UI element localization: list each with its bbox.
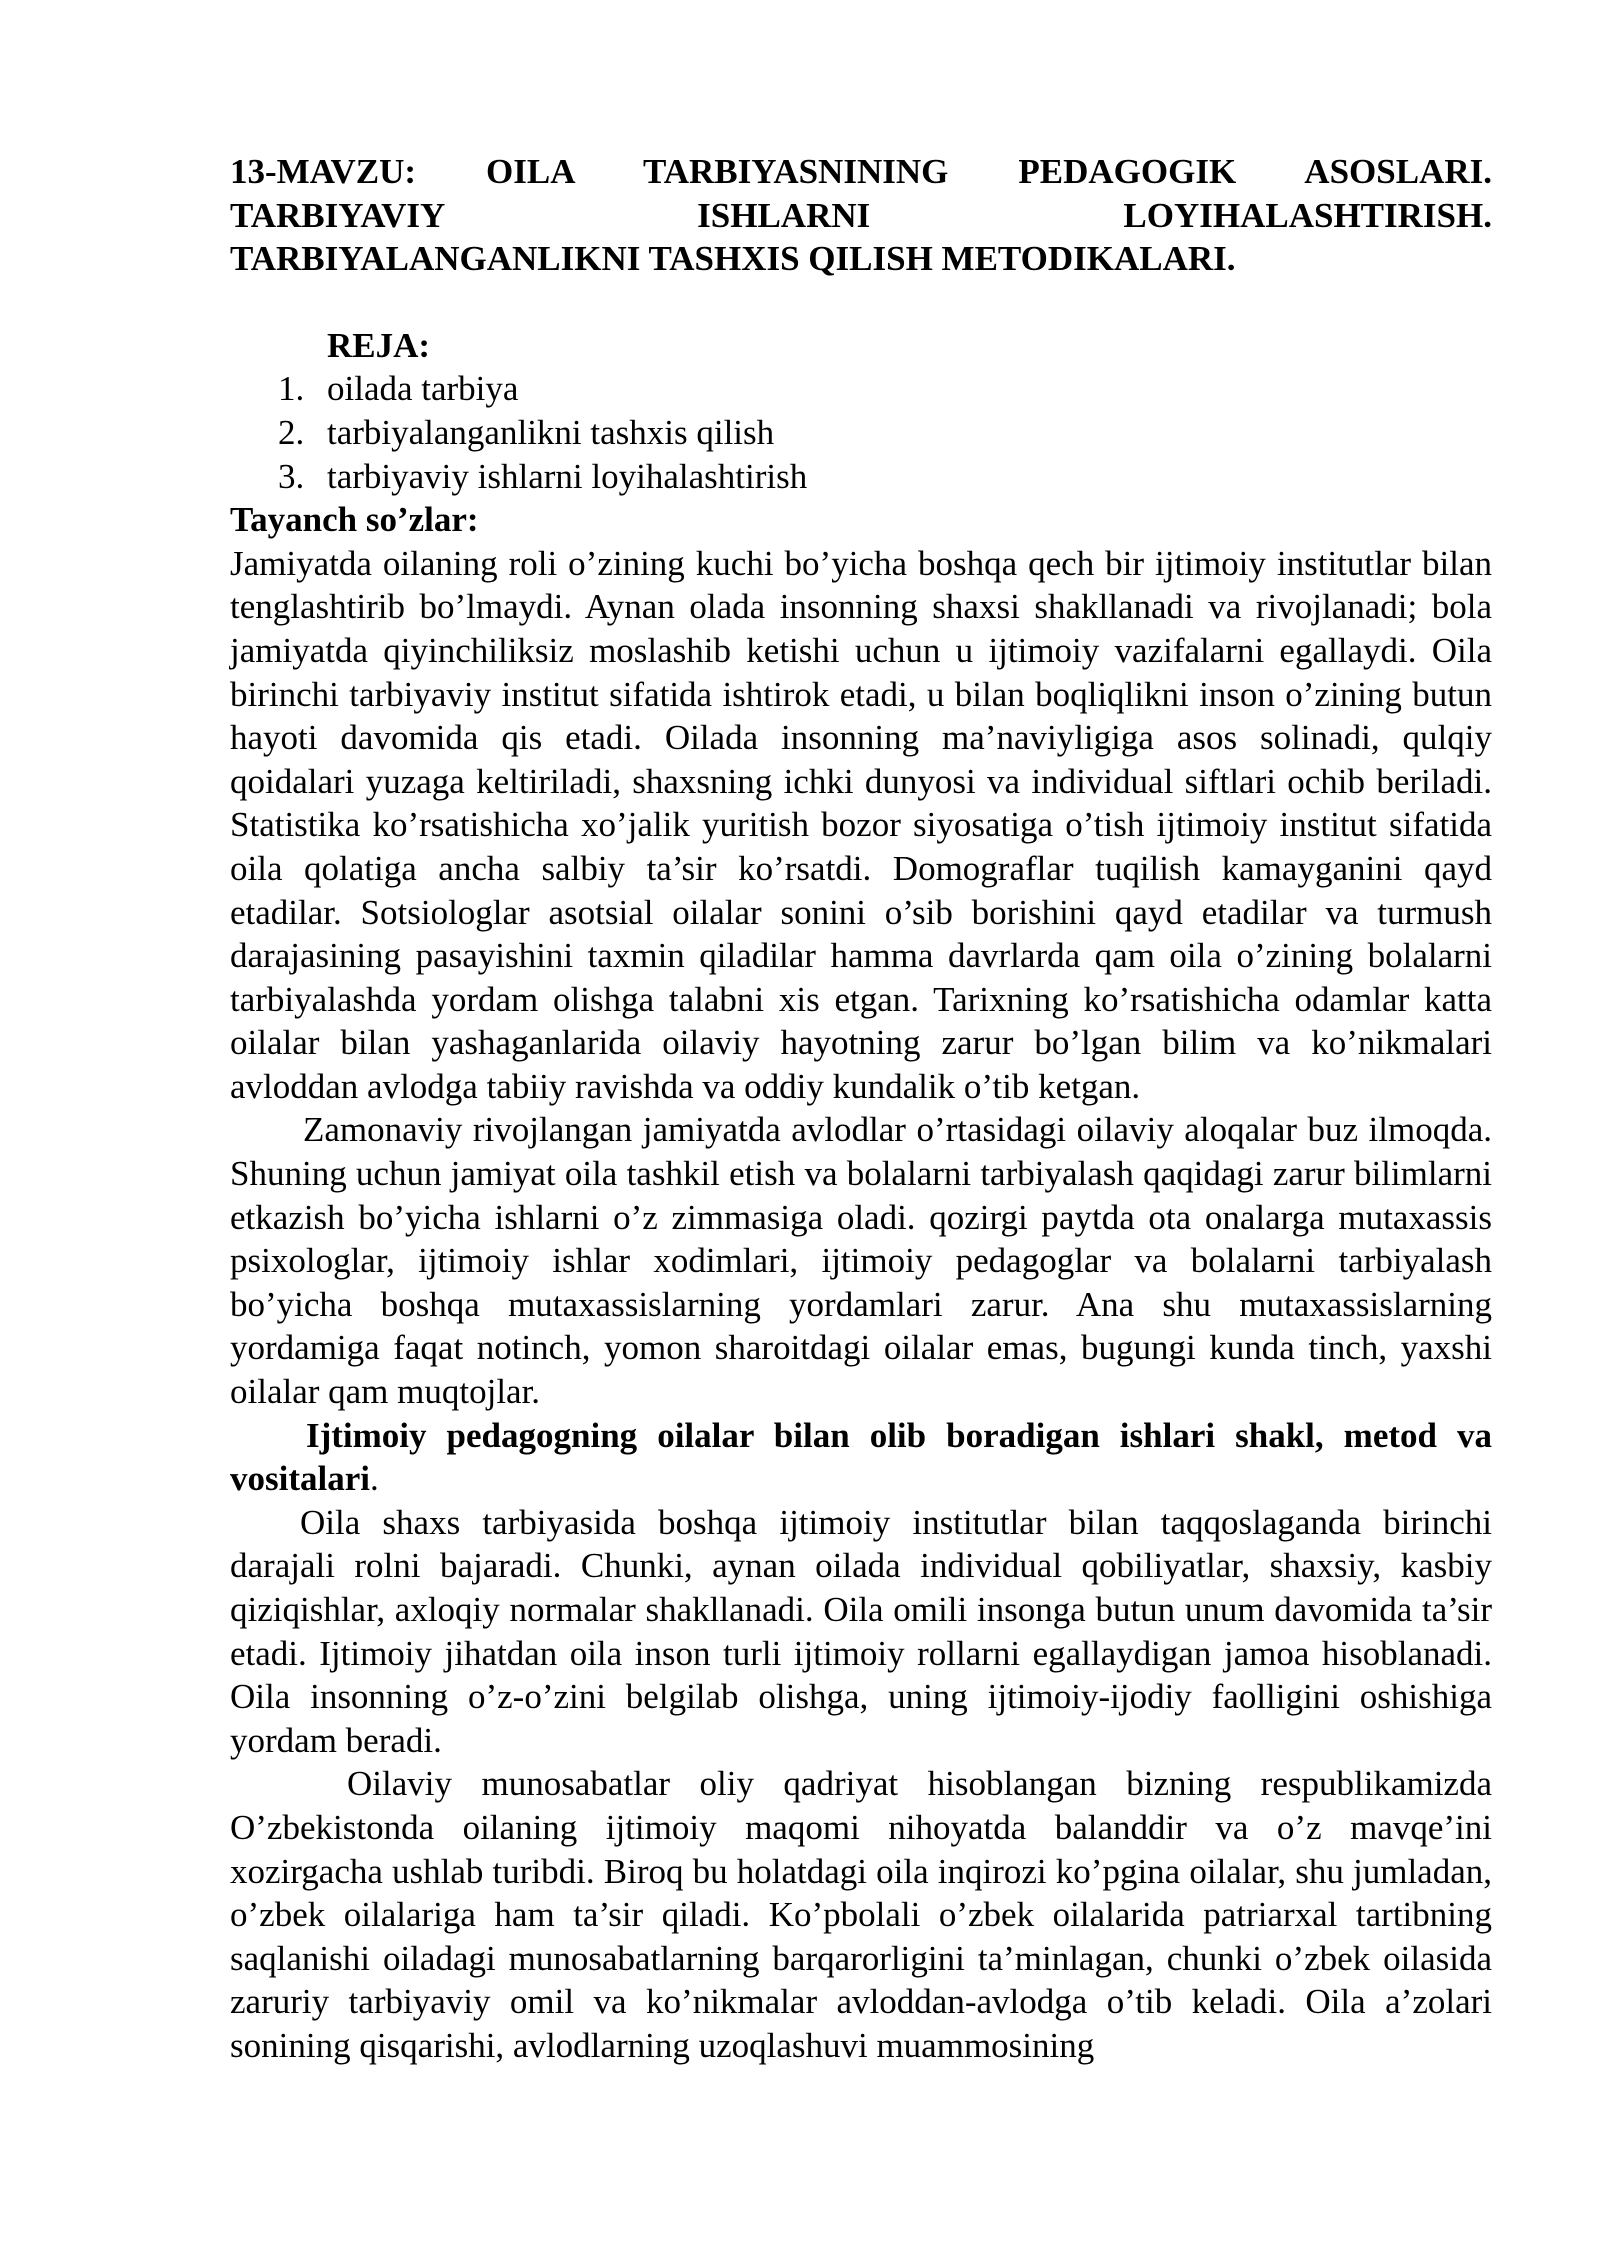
keywords-heading: Tayanch so’zlar:: [230, 500, 479, 540]
document-page: [230, 150, 1492, 2068]
plan-item-number: 1.: [278, 369, 305, 409]
plan-item: [230, 455, 1492, 499]
plan-heading: REJA:: [327, 325, 431, 365]
plan-item-text: tarbiyaviy ishlarni loyihalashtirish: [327, 456, 808, 496]
title-line-1: 13-MAVZU: OILA TARBIYASNINING PEDAGOGIK ASOSLARI.: [230, 152, 1492, 191]
paragraph-2: Zamonaviy rivojlangan jamiyatda avlodlar o’rtasidagi oilaviy aloqalar buz ilmoqda. Shuning uchun jamiyat oila tashkil etish va bolalarni tarbiyalash qaqidagi zarur bilimlarni etkazish bo’yicha ishlarni o’z zimmasiga oladi. qozirgi paytda ota onalarga mutaxassis psixologlar, ijtimoiy ishlar xodimlari, ijtimoiy pedagoglar va bolalarni tarbiyalash bo’yicha boshqa mutaxassislarning yordamlari zarur. Ana shu mutaxassislarning yordamiga faqat notinch, yomon sharoitdagi oilalar emas, bugungi kunda tinch, yaxshi oilalar qam muqtojlar.: [230, 1110, 1492, 1412]
plan-item-number: 3.: [278, 456, 305, 496]
plan-item-number: 2.: [278, 412, 305, 452]
title-line-2: TARBIYAVIY ISHLARNI LOYIHALASHTIRISH.: [230, 195, 1492, 235]
plan-item-text: tarbiyalanganlikni tashxis qilish: [327, 412, 775, 452]
title-line-3: TARBIYALANGANLIKNI TASHXIS QILISH METODIKALARI.: [230, 239, 1236, 279]
subheading-text: Ijtimoiy pedagogning oilalar bilan olib boradigan ishlari shakl, metod va vositalari: [230, 1415, 1492, 1499]
subheading-period: .: [369, 1459, 379, 1499]
paragraph-4: Oilaviy munosabatlar oliy qadriyat hisoblangan bizning respublikamizda O’zbekistonda oilaning ijtimoiy maqomi nihoyatda balanddir va o’z mavqe’ini xozirgacha ushlab turibdi. Biroq bu holatdagi oila inqirozi ko’pgina oilalar, shu jumladan, o’zbek oilalariga ham ta’sir qiladi. Ko’pbolali o’zbek oilalarida patriarxal tartibning saqlanishi oiladagi munosabatlarning barqarorligini ta’minlagan, chunki o’zbek oilasida zaruriy tarbiyaviy omil va ko’nikmalar avloddan-avlodga o’tib keladi. Oila a’zolari sonining qisqarishi, avlodlarning uzoqlashuvi muammosining: [230, 1764, 1492, 2065]
paragraph-3: Oila shaxs tarbiyasida boshqa ijtimoiy institutlar bilan taqqoslaganda birinchi darajali rolni bajaradi. Chunki, aynan oilada individual qobiliyatlar, shaxsiy, kasbiy qiziqishlar, axloqiy normalar shakllanadi. Oila omili insonga butun unum davomida ta’sir etadi. Ijtimoiy jihatdan oila inson turli ijtimoiy rollarni egallaydigan jamoa hisoblanadi. Oila insonning o’z-o’zini belgilab olishga, uning ijtimoiy-ijodiy faolligini oshishiga yordam beradi.: [230, 1502, 1492, 1760]
document-title: [230, 150, 1492, 281]
plan-item: [230, 411, 1492, 455]
paragraph-1: Jamiyatda oilaning roli o’zining kuchi bo’yicha boshqa qech bir ijtimoiy institutlar bilan tenglashtirib bo’lmaydi. Aynan olada insonning shaxsi shakllanadi va rivojlanadi; bola jamiyatda qiyinchiliksiz moslashib ketishi uchun u ijtimoiy vazifalarni egallaydi. Oila birinchi tarbiyaviy institut sifatida ishtirok etadi, u bilan boqliqlikni inson o’zining butun hayoti davomida qis etadi. Oilada insonning ma’naviyligiga asos solinadi, qulqiy qoidalari yuzaga keltiriladi, shaxsning ichki dunyosi va individual siftlari ochib beriladi. Statistika ko’rsatishicha xo’jalik yuritish bozor siyosatiga o’tish ijtimoiy institut sifatida oila qolatiga ancha salbiy ta’sir ko’rsatdi. Domograflar tuqilish kamayganini qayd etadilar. Sotsiologlar asotsial oilalar sonini o’sib borishini qayd etadilar va turmush darajasining pasayishini taxmin qiladilar hamma davrlarda qam oila o’zining bolalarni tarbiyalashda yordam olishga talabni xis etgan. Tarixning ko’rsatishicha odamlar katta oilalar bilan yashaganlarida oilaviy hayotning zarur bo’lgan bilim va ko’nikmalari avloddan avlodga tabiiy ravishda va oddiy kundalik o’tib ketgan.: [230, 543, 1492, 1106]
section-subheading: [230, 1414, 1492, 1501]
plan-list: [230, 367, 1492, 498]
plan-item-text: oilada tarbiya: [327, 369, 519, 409]
plan-item: [230, 367, 1492, 411]
